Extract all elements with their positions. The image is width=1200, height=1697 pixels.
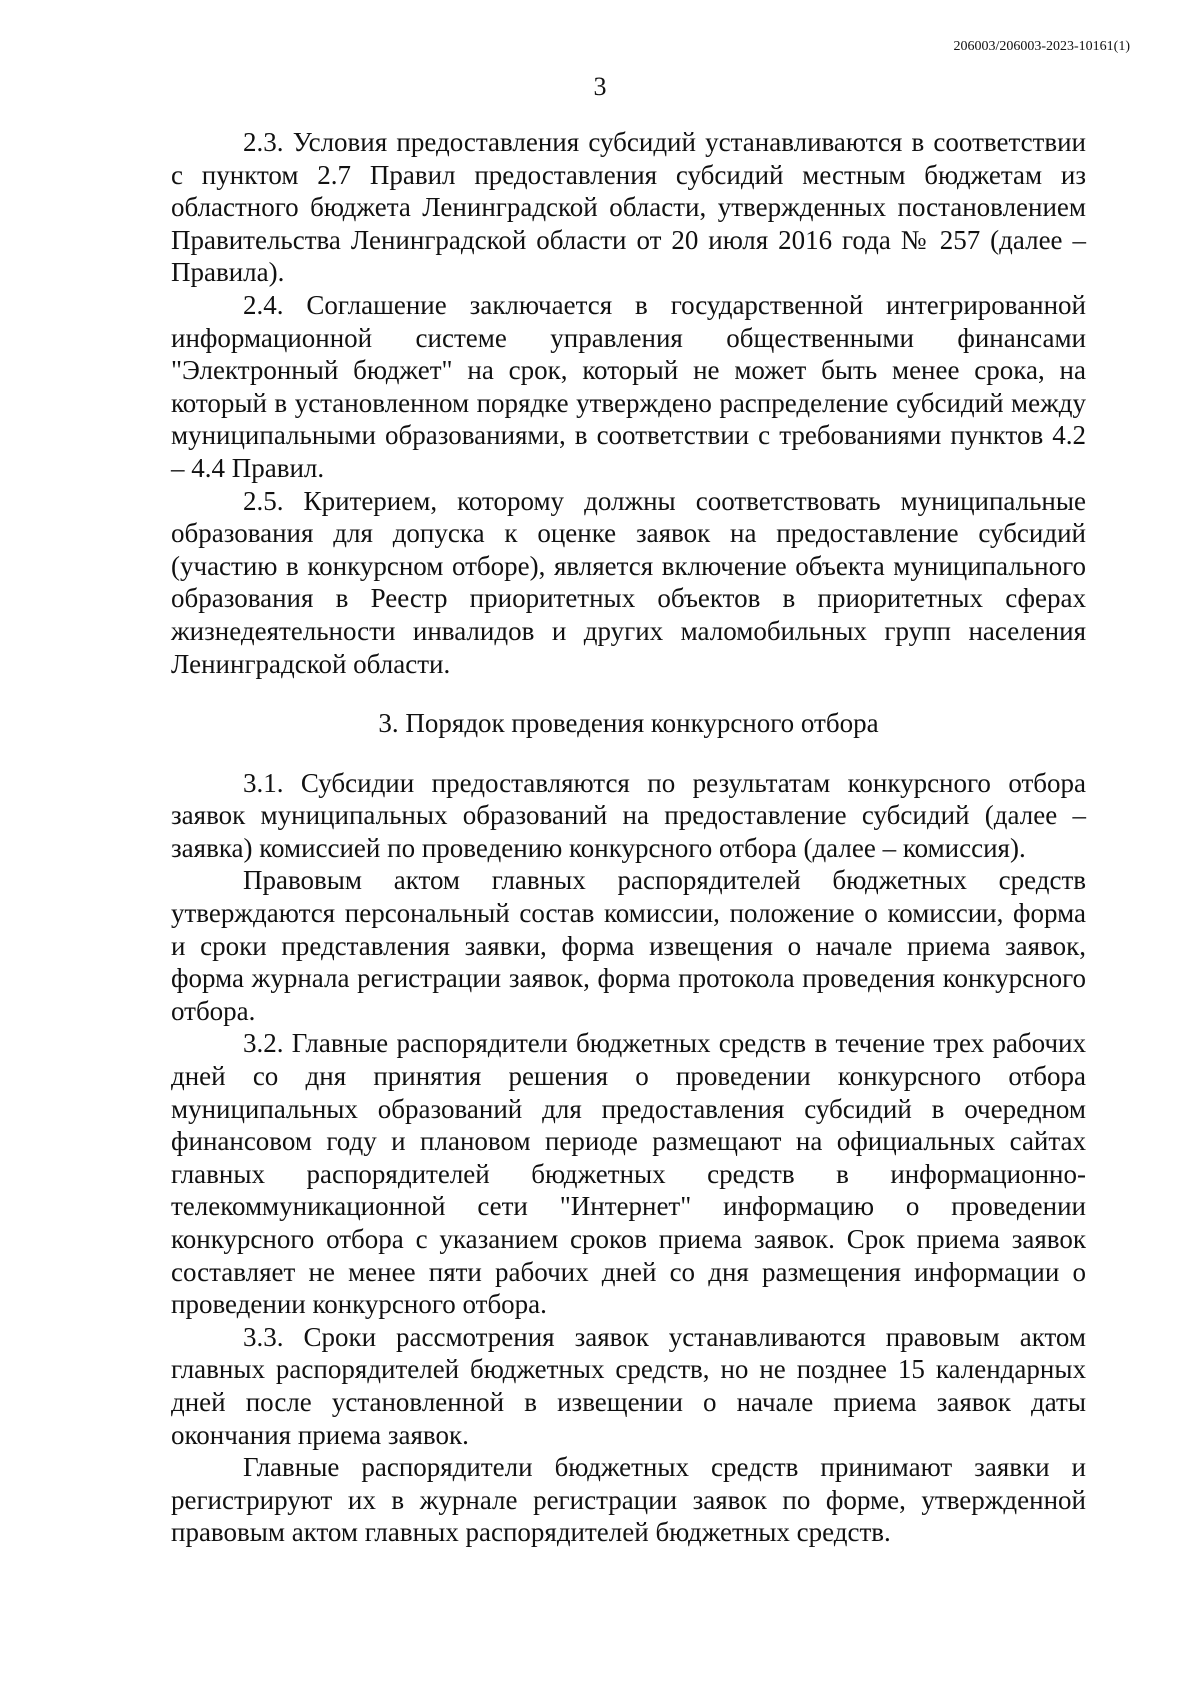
document-id: 206003/206003-2023-10161(1) xyxy=(953,39,1130,54)
paragraph-3-3-registration: Главные распорядители бюджетных средств принимают заявки и регистрируют их в журнале регистрации заявок по форме, утвержденной правовым актом главных распорядителей бюджетных средств. xyxy=(171,1452,1086,1548)
paragraph-2-5: 2.5. Критерием, которому должны соответствовать муниципальные образования для допуска к оценке заявок на предоставление субсидий (участию в конкурсном отборе), является включение объекта муниципального образования в Реестр приоритетных объектов в приоритетных сферах жизнедеятельности инвалидов и других маломобильных групп населения Ленинградской области. xyxy=(171,485,1086,679)
page-number: 3 xyxy=(593,72,607,101)
document-body xyxy=(171,126,1086,1549)
paragraph-2-3: 2.3. Условия предоставления субсидий устанавливаются в соответствии с пунктом 2.7 Правил предоставления субсидий местным бюджетам из областного бюджета Ленинградской области, утвержденных постановлением Правительства Ленинградской области от 20 июля 2016 года № 257 (далее – Правила). xyxy=(171,127,1086,288)
paragraph-3-3: 3.3. Сроки рассмотрения заявок устанавливаются правовым актом главных распорядителей бюджетных средств, но не позднее 15 календарных дней после установленной в извещении о начале приема заявок даты окончания приема заявок. xyxy=(171,1321,1086,1450)
paragraph-2-4: 2.4. Соглашение заключается в государственной интегрированной информационной системе управления общественными финансами "Электронный бюджет" на срок, который не может быть менее срока, на который в установленном порядке утверждено распределение субсидий между муниципальными образованиями, в соответствии с требованиями пунктов 4.2 – 4.4 Правил. xyxy=(171,289,1086,483)
paragraph-3-1-legal-act: Правовым актом главных распорядителей бюджетных средств утверждаются персональный состав комиссии, положение о комиссии, форма и сроки представления заявки, форма извещения о начале приема заявок, форма журнала регистрации заявок, форма протокола проведения конкурсного отбора. xyxy=(171,865,1086,1026)
paragraph-3-1: 3.1. Субсидии предоставляются по результатам конкурсного отбора заявок муниципальных образований на предоставление субсидий (далее – заявка) комиссией по проведению конкурсного отбора (далее – комиссия). xyxy=(171,767,1086,863)
section-3-heading: 3. Порядок проведения конкурсного отбора xyxy=(378,708,879,739)
paragraph-3-2: 3.2. Главные распорядители бюджетных средств в течение трех рабочих дней со дня принятия решения о проведении конкурсного отбора муниципальных образований для предоставления субсидий в очередном финансовом году и плановом периоде размещают на официальных сайтах главных распорядителей бюджетных средств в информационно-телекоммуникационной сети "Интернет" информацию о проведении конкурсного отбора с указанием сроков приема заявок. Срок приема заявок составляет не менее пяти рабочих дней со дня размещения информации о проведении конкурсного отбора. xyxy=(171,1028,1086,1320)
